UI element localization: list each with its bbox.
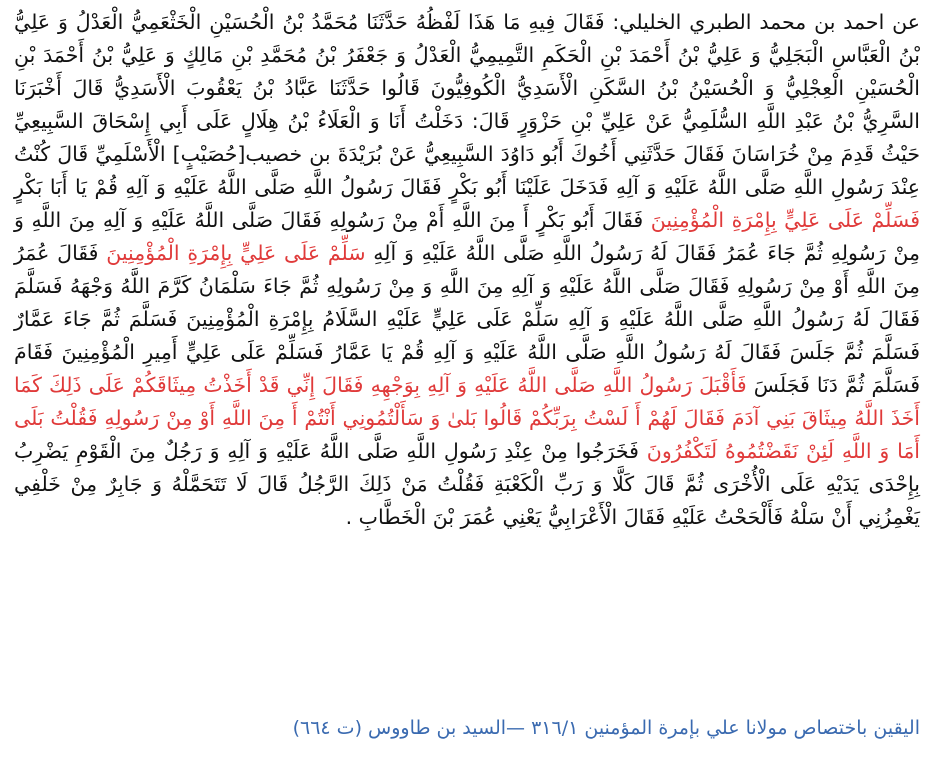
highlighted-segment: فَأَقْبَلَ رَسُولُ اللَّهِ صَلَّى اللَّهُ عَلَيْهِ وَ آلِهِ بِوَجْهِهِ فَقَالَ إِنِّي قَدْ أَخَذْتُ مِيثَاقَكُمْ عَلَى ذَلِكَ كَمَا أَخَذَ اللَّهُ مِيثَاقَ بَنِي آدَمَ فَقَالَ لَهُمْ أَ لَسْتُ بِرَبِّكُمْ قَالُوا بَلىٰ وَ سَأَلْتُمُونِي أَنْتُمْ أَ مِنَ اللَّهِ أَوْ مِنْ رَسُولِهِ فَقُلْتُ بَلَى أَمَا وَ اللَّهِ لَئِنْ نَقَضْتُمُوهُ لَتَكْفُرُونَ <box>14 373 920 463</box>
text-segment: عن احمد بن محمد الطبري الخليلي: فَقَالَ فِيهِ مَا هَذَا لَفْظُهُ حَدَّثَنَا مُحَمَّدُ بْنُ الْحُسَيْنِ الْخَثْعَمِيُّ الْعَدْلُ وَ عَلِيُّ بْنُ الْعَبَّاسِ الْبَجَلِيُّ وَ عَلِيُّ بْنُ أَحْمَدَ بْنِ الْحَكَمِ التَّمِيمِيُّ الْعَدْلُ وَ جَعْفَرُ بْنُ مُحَمَّدِ بْنِ مَالِكٍ وَ عَلِيُّ بْنُ أَحْمَدَ بْنِ الْحُسَيْنِ الْعِجْلِيُّ وَ الْحُسَيْنُ بْنُ السَّكَنِ الْأَسَدِيُّ الْكُوفِيُّونَ قَالُوا حَدَّثَنَا عَبَّادُ بْنُ يَعْقُوبَ الْأَسَدِيُّ قَالَ أَخْبَرَنَا السَّرِيُّ بْنُ عَبْدِ اللَّهِ السُّلَمِيُّ عَنْ عَلِيِّ بْنِ حَزْوَرٍ قَالَ: دَخَلْتُ أَنَا وَ الْعَلَاءُ بْنُ هِلَالٍ عَلَى أَبِي إِسْحَاقَ السَّبِيعِيِّ حَيْثُ قَدِمَ مِنْ خُرَاسَانَ فَقَالَ حَدَّثَنِي أَخُوكَ أَبُو دَاوُدَ السَّبِيعِيُّ عَنْ بُرَيْدَةَ بن خصيب[حُصَيْبٍ] الْأَسْلَمِيِّ قَالَ كُنْتُ عِنْدَ رَسُولِ اللَّهِ صَلَّى اللَّهُ عَلَيْهِ وَ آلِهِ فَدَخَلَ عَلَيْنَا أَبُو بَكْرٍ فَقَالَ رَسُولُ اللَّهِ صَلَّى اللَّهُ عَلَيْهِ وَ آلِهِ قُمْ يَا أَبَا بَكْرٍ <box>14 10 920 199</box>
text-segment: فَقَالَ عُمَرُ مِنَ اللَّهِ أَوْ مِنْ رَسُولِهِ فَقَالَ صَلَّى اللَّهُ عَلَيْهِ وَ آلِهِ مِنَ اللَّهِ وَ مِنْ رَسُولِهِ ثُمَّ جَاءَ سَلْمَانُ كَرَّمَ اللَّهُ وَجْهَهُ فَسَلَّمَ فَقَالَ لَهُ رَسُولُ اللَّهِ صَلَّى اللَّهُ عَلَيْهِ وَ آلِهِ سَلِّمْ عَلَى عَلِيٍّ عَلَيْهِ السَّلَامُ بِإِمْرَةِ الْمُؤْمِنِينَ فَسَلَّمَ ثُمَّ جَاءَ عَمَّارٌ فَسَلَّمَ ثُمَّ جَلَسَ فَقَالَ لَهُ رَسُولُ اللَّهِ صَلَّى اللَّهُ عَلَيْهِ وَ آلِهِ قُمْ يَا عَمَّارُ فَسَلِّمْ عَلَى عَلِيٍّ أَمِيرِ الْمُؤْمِنِينَ فَقَامَ فَسَلَّمَ ثُمَّ دَنَا فَجَلَسَ <box>14 241 921 397</box>
highlighted-segment: سَلِّمْ عَلَى عَلِيٍّ بِإِمْرَةِ الْمُؤْمِنِينَ <box>106 241 366 265</box>
source-citation: اليقين باختصاص مولانا علي بإمرة المؤمنين ٣١٦/١ —السيد بن طاووس (ت ٦٦٤) <box>292 717 920 739</box>
text-segment: فَخَرَجُوا مِنْ عِنْدِ رَسُولِ اللَّهِ صَلَّى اللَّهُ عَلَيْهِ وَ آلِهِ وَ رَجُلٌ مِنَ الْقَوْمِ يَضْرِبُ بِإِحْدَى يَدَيْهِ عَلَى الْأُخْرَى ثُمَّ قَالَ كَلَّا وَ رَبِّ الْكَعْبَةِ فَقُلْتُ مَنْ ذَلِكَ الرَّجُلُ قَالَ لَا تَتَحَمَّلْهُ وَ جَابِرٌ مِنْ خَلْفِي يَغْمِزُنِي أَنْ سَلْهُ فَأَلْحَحْتُ عَلَيْهِ فَقَالَ الْأَعْرَابِيُّ يَعْنِي عُمَرَ بْنَ الْخَطَّابِ . <box>14 439 920 529</box>
text-segment: فَقَالَ أَبُو بَكْرٍ أَ مِنَ اللَّهِ أَمْ مِنْ رَسُولِهِ فَقَالَ صَلَّى اللَّهُ عَلَيْهِ وَ آلِهِ مِنَ اللَّهِ وَ مِنْ رَسُولِهِ ثُمَّ جَاءَ عُمَرُ فَقَالَ لَهُ رَسُولُ اللَّهِ صَلَّى اللَّهُ عَلَيْهِ وَ آلِهِ <box>14 208 920 265</box>
hadith-text <box>14 6 920 534</box>
highlighted-segment: فَسَلِّمْ عَلَى عَلِيٍّ بِإِمْرَةِ الْمُؤْمِنِينَ <box>650 208 920 232</box>
